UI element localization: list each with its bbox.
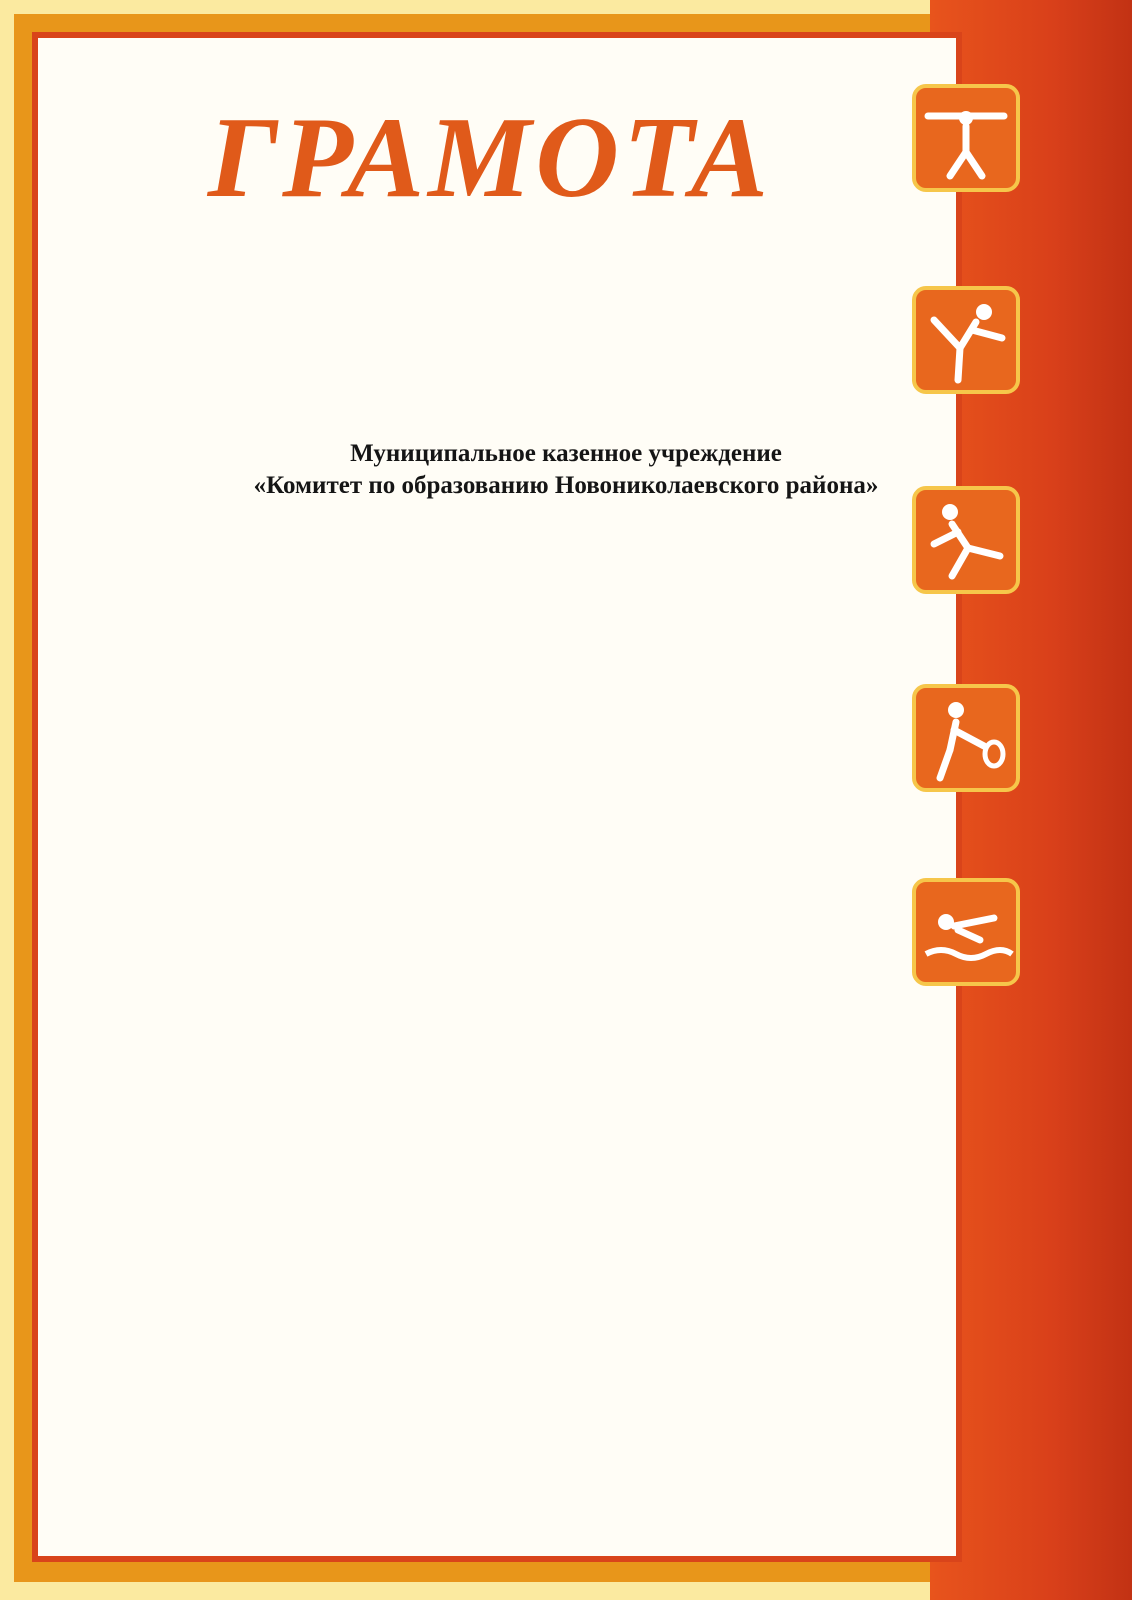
issuer-line-2: «Комитет по образованию Новониколаевского района»	[253, 472, 879, 499]
badminton-icon	[912, 684, 1020, 792]
issuer-line-1: Муниципальное казенное учреждение	[350, 440, 782, 467]
certificate-frame	[32, 32, 962, 1562]
gymnastics-icon	[912, 286, 1020, 394]
running-icon	[912, 486, 1020, 594]
swimming-icon	[912, 878, 1020, 986]
weightlifting-icon	[912, 84, 1020, 192]
certificate-title: ГРАМОТА	[208, 94, 772, 222]
